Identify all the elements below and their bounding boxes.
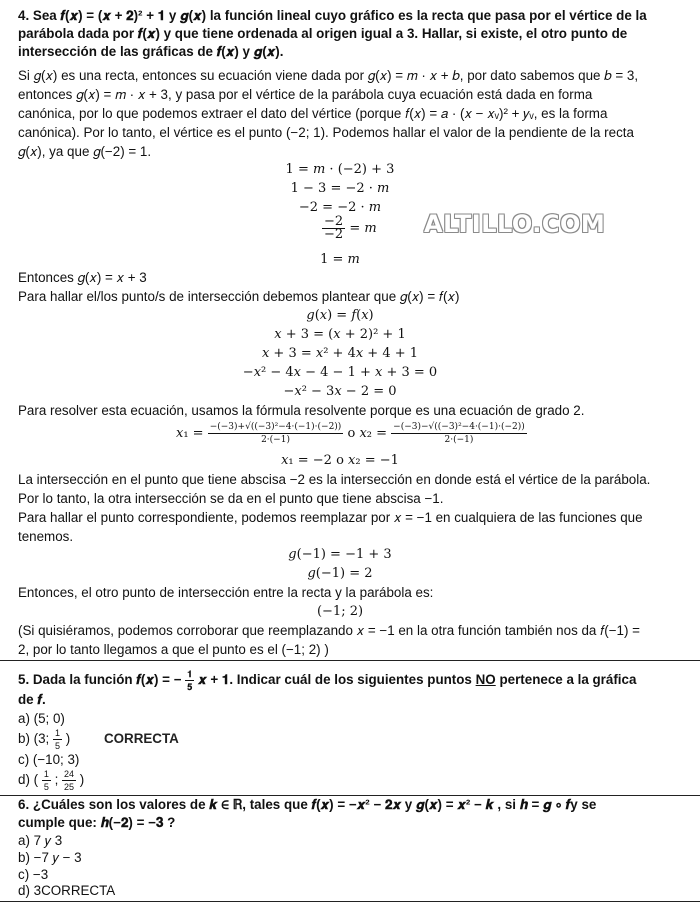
q4-paragraph-2: Entonces 𝑔(𝑥) = 𝑥 + 3 xyxy=(18,270,147,285)
equation-slope-1: 1 = 𝑚 · (−2) + 3 xyxy=(285,162,395,177)
equation-slope-4 xyxy=(322,216,377,241)
q4-paragraph-1-line-3: canónica, por lo que podemos extraer el dato del vértice (porque 𝑓(𝑥) = 𝑎 · (𝑥 − 𝑥ᵥ)² + 𝑦ᵥ, es la forma xyxy=(18,106,608,121)
q5-title-no: NO xyxy=(475,672,496,688)
q5-option-d-fraction-1 xyxy=(42,768,51,793)
q5-fraction-denominator: 𝟓 xyxy=(187,682,193,692)
q4-paragraph-1-line-2: entonces 𝑔(𝑥) = 𝑚 · 𝑥 + 3, y pasa por el vértice de la parábola cuya ecuación está dada en forma xyxy=(18,87,593,102)
slope-fraction-rhs: = 𝑚 xyxy=(349,221,377,236)
q6-option-b: b) −7 𝑦 − 3 xyxy=(18,850,82,865)
q4-paragraph-1-line-4: canónica). Por lo tanto, el vértice es el punto (−2; 1). Podemos hallar el valor de la pendiente de la recta xyxy=(18,125,634,140)
q5-option-a: a) (5; 0) xyxy=(18,711,65,726)
x2-numerator: −(−3)−√((−3)²−4·(−1)·(−2)) xyxy=(393,422,525,432)
q5-option-c: c) (−10; 3) xyxy=(18,752,80,767)
equation-roots: 𝑥₁ = −2 o 𝑥₂ = −1 xyxy=(281,453,399,468)
x2-label: 𝑥₂ = xyxy=(359,426,388,441)
quadratic-formula-row xyxy=(176,421,527,446)
equation-final-point: (−1; 2) xyxy=(316,604,364,619)
q5-option-b xyxy=(18,727,179,752)
x1-denominator: 2·(−1) xyxy=(261,435,290,445)
q4-paragraph-3: Para hallar el/los punto/s de intersección debemos plantear que 𝑔(𝑥) = 𝑓(𝑥) xyxy=(18,289,460,304)
x2-fraction xyxy=(391,421,527,446)
equation-slope-3: −2 = −2 · 𝑚 xyxy=(298,200,382,215)
x1-fraction xyxy=(208,421,344,446)
q6-option-a: a) 7 𝑦 3 xyxy=(18,833,63,848)
equation-intersection-4: −𝑥² − 4𝑥 − 4 − 1 + 𝑥 + 3 = 0 xyxy=(242,365,438,380)
q5-option-d-separator: ; xyxy=(54,772,59,788)
q4-paragraph-5-line-1: La intersección en el punto que tiene abscisa −2 es la intersección en donde está el vértice de la parábola. xyxy=(18,472,651,487)
altillo-watermark-logo: ALTILLO.COM xyxy=(424,210,606,238)
q5-option-d-end: ) xyxy=(79,772,85,788)
q6-option-d: d) 3CORRECTA xyxy=(18,883,116,898)
q5-option-d-denominator-2: 25 xyxy=(64,782,75,792)
separator-q5-q6 xyxy=(0,795,700,796)
q4-paragraph-1-line-5: 𝑔(𝑥), ya que 𝑔(−2) = 1. xyxy=(18,144,152,159)
q5-option-b-end: ) xyxy=(65,731,71,747)
q5-option-d xyxy=(18,768,84,793)
q5-title-middle: 𝒙 + 𝟏. Indicar cuál de los siguientes puntos xyxy=(198,672,472,688)
equation-slope-2: 1 − 3 = −2 · 𝑚 xyxy=(290,181,390,196)
equation-intersection-1: 𝑔(𝑥) = 𝑓(𝑥) xyxy=(306,308,374,323)
q5-option-d-fraction-2 xyxy=(62,768,76,793)
q4-title-line-2: parábola dada por 𝒇(𝒙) y que tiene ordenada al origen igual a 3. Hallar, si existe, el otro punto de xyxy=(18,26,628,41)
q4-paragraph-1-line-1: Si 𝑔(𝑥) es una recta, entonces su ecuación viene dada por 𝑔(𝑥) = 𝑚 · 𝑥 + 𝑏, por dato sabemos que 𝑏 = 3, xyxy=(18,68,639,83)
q5-option-d-start: d) ( xyxy=(18,772,39,788)
q4-paragraph-5-line-4: tenemos. xyxy=(18,529,74,544)
q5-option-b-denominator: 5 xyxy=(55,741,61,751)
q5-correct-mark: CORRECTA xyxy=(103,731,179,747)
equation-eval-1: 𝑔(−1) = −1 + 3 xyxy=(288,547,392,562)
x1-numerator: −(−3)+√((−3)²−4·(−1)·(−2)) xyxy=(209,422,342,432)
x1-label: 𝑥₁ = xyxy=(176,426,204,441)
q5-option-b-start: b) (3; xyxy=(18,731,50,747)
q5-title-start: 5. Dada la función 𝒇(𝒙) = − xyxy=(18,672,182,688)
q4-paragraph-6: Entonces, el otro punto de intersección entre la recta y la parábola es: xyxy=(18,585,434,600)
separator-bottom xyxy=(0,901,700,902)
q5-title-line-1 xyxy=(18,668,636,693)
equation-intersection-2: 𝑥 + 3 = (𝑥 + 2)² + 1 xyxy=(274,327,406,342)
q5-option-b-numerator: 1 xyxy=(55,728,61,738)
slope-fraction-denominator: −2 xyxy=(324,227,344,242)
q5-option-b-fraction xyxy=(53,727,62,752)
equation-intersection-5: −𝑥² − 3𝑥 − 2 = 0 xyxy=(283,384,397,399)
q5-title-fraction xyxy=(185,668,194,693)
q4-title-line-1: 4. Sea 𝒇(𝒙) = (𝒙 + 𝟐)² + 𝟏 y 𝒈(𝒙) la función lineal cuyo gráfico es la recta que pasa por el vértice de la xyxy=(18,8,647,23)
q4-paragraph-5-line-2: Por lo tanto, la otra intersección se da en el punto que tiene abscisa −1. xyxy=(18,491,444,506)
equation-intersection-3: 𝑥 + 3 = 𝑥² + 4𝑥 + 4 + 1 xyxy=(261,346,419,361)
q4-paragraph-5-line-3: Para hallar el punto correspondiente, podemos reemplazar por 𝑥 = −1 en cualquiera de las funciones que xyxy=(18,510,643,525)
q6-option-c: c) −3 xyxy=(18,867,49,882)
q5-fraction-numerator: 𝟏 xyxy=(187,669,193,679)
q5-title-line-2: de 𝒇. xyxy=(18,692,46,707)
q4-paragraph-7-line-2: 2, por lo tanto llegamos a que el punto es el (−1; 2) ) xyxy=(18,642,329,657)
separator-q4-q5 xyxy=(0,660,700,661)
or-word: o xyxy=(347,426,356,441)
q5-title-end: pertenece a la gráfica xyxy=(499,672,637,688)
q6-title-line-2: cumple que: 𝒉(−𝟐) = −𝟑 ? xyxy=(18,815,176,830)
equation-eval-2: 𝑔(−1) = 2 xyxy=(307,566,373,581)
q4-paragraph-7-line-1: (Si quisiéramos, podemos corroborar que reemplazando 𝑥 = −1 en la otra función también nos da 𝑓(−1) = xyxy=(18,623,640,638)
q4-title-line-3: intersección de las gráficas de 𝒇(𝒙) y 𝒈(𝒙). xyxy=(18,44,284,59)
slope-fraction xyxy=(322,216,345,241)
slope-fraction-numerator: −2 xyxy=(324,214,344,229)
x2-denominator: 2·(−1) xyxy=(444,435,474,445)
q5-option-d-numerator-2: 24 xyxy=(64,769,75,779)
q5-option-d-denominator-1: 5 xyxy=(43,782,49,792)
equation-slope-5: 1 = 𝑚 xyxy=(320,252,360,267)
q5-option-d-numerator-1: 1 xyxy=(43,769,49,779)
q6-title-line-1: 6. ¿Cuáles son los valores de 𝒌 ∈ ℝ, tales que 𝒇(𝒙) = −𝒙² − 𝟐𝒙 y 𝒈(𝒙) = 𝒙² − 𝒌 , si 𝒉 = 𝒈 ∘ 𝒇y se xyxy=(18,797,597,812)
q4-paragraph-4: Para resolver esta ecuación, usamos la fórmula resolvente porque es una ecuación de grado 2. xyxy=(18,403,585,418)
